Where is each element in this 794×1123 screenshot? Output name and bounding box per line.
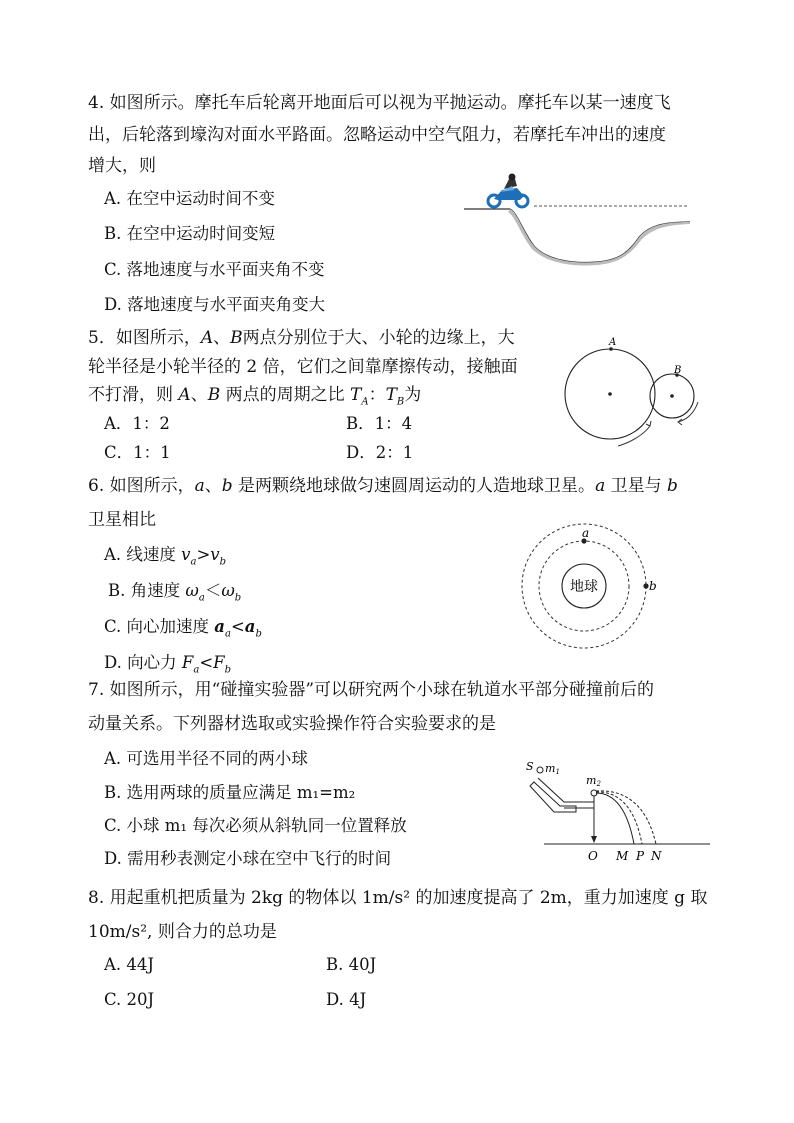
q5-label-a: A [609,337,617,348]
q6-option-d: D. 向心力 $F_a<F_b$ [104,653,231,676]
q8-option-d: D. 4J [326,990,367,1009]
q7-ball-m1 [537,767,543,773]
q7-option-b: B. 选用两球的质量应满足 m₁=m₂ [104,783,356,802]
q5-option-b: B．1：4 [346,414,413,433]
q6-satellite-orbit-figure [518,518,658,658]
q5-label-b: B [674,365,682,376]
q7-label-m2: m2 [586,774,601,788]
q7-label-s: S [526,760,534,773]
q5-stem-line2: 轮半径是小轮半径的 2 倍，它们之间靠摩擦传动，接触面 [88,357,518,377]
q6-option-c: C. 向心加速度 $a_a<a_b$ [104,617,262,640]
q6-earth-label: 地球 [570,579,598,595]
q6-label-a: a [582,526,590,540]
q8-option-c: C. 20J [104,990,155,1009]
q6-stem-line2: 卫星相比 [88,510,156,530]
q7-option-a: A. 可选用半径不同的两小球 [104,749,308,768]
q4-option-d: D. 落地速度与水平面夹角变大 [104,295,326,314]
q5-large-wheel-center [608,392,612,396]
q4-motorcycle-ditch-figure [462,172,692,267]
q7-stem-line2: 动量关系。下列器材选取或实验操作符合实验要求的是 [88,714,496,734]
q4-option-b: B. 在空中运动时间变短 [104,224,276,243]
q4-ditch-shading [508,209,690,265]
q5-stem-line3: 不打滑，则 A、B 两点的周期之比 $T_A$：$T_B$为 [88,385,422,408]
q4-option-c: C. 落地速度与水平面夹角不变 [104,260,325,279]
q5-small-wheel-center [670,394,674,398]
q7-label-p: P [636,849,645,863]
q5-option-d: D．2：1 [346,443,414,462]
q7-option-c: C. 小球 m₁ 每次必须从斜轨同一位置释放 [104,816,407,835]
q6-stem-line1: 6. 如图所示，a、b 是两颗绕地球做匀速圆周运动的人造地球卫星。a 卫星与 b [88,476,678,496]
q4-stem-line2: 出，后轮落到壕沟对面水平路面。忽略运动中空气阻力，若摩托车冲出的速度 [88,125,666,145]
q4-ditch-outline [464,209,690,262]
q7-option-d: D. 需用秒表测定小球在空中飞行的时间 [104,849,392,868]
q5-option-c: C．1：1 [104,443,171,462]
q5-small-wheel-arrow [678,402,698,422]
q5-wheels-figure [560,332,710,457]
q7-trajectory-m [596,793,634,844]
q7-label-m: M [616,849,629,863]
q4-motorcycle-icon [488,174,528,208]
q8-option-b: B. 40J [326,955,377,974]
q7-trajectory-p [596,792,642,844]
q4-stem-line1: 4. 如图所示。摩托车后轮离开地面后可以视为平抛运动。摩托车以某一速度飞 [88,93,671,113]
q5-stem-line1: 5．如图所示，A、B两点分别位于大、小轮的边缘上，大 [88,328,515,348]
q8-stem-line2: 10m/s², 则合力的总功是 [88,922,277,942]
q8-option-a: A. 44J [104,955,155,974]
q7-stem-line1: 7. 如图所示，用“碰撞实验器”可以研究两个小球在轨道水平部分碰撞前后的 [88,680,655,700]
q7-label-o: O [588,849,598,863]
q4-stem-line3: 增大，则 [88,156,156,176]
q6-option-a: A. 线速度 $v_a>v_b$ [104,545,227,568]
q4-option-a: A. 在空中运动时间不变 [104,189,275,208]
q5-large-wheel-arrow [618,426,650,446]
q6-label-b: b [649,579,657,593]
q5-option-a: A．1：2 [104,414,170,433]
q7-label-n: N [651,849,662,863]
q7-collision-apparatus-figure [524,756,714,866]
q7-label-m1: m1 [545,762,560,776]
q6-option-b: B. 角速度 $\omega_a<\omega_b$ [108,581,242,604]
q8-stem-line1: 8. 用起重机把质量为 2kg 的物体以 1m/s² 的加速度提高了 2m，重力加速度 g 取 [88,888,708,908]
q6-satellite-b [643,583,648,588]
